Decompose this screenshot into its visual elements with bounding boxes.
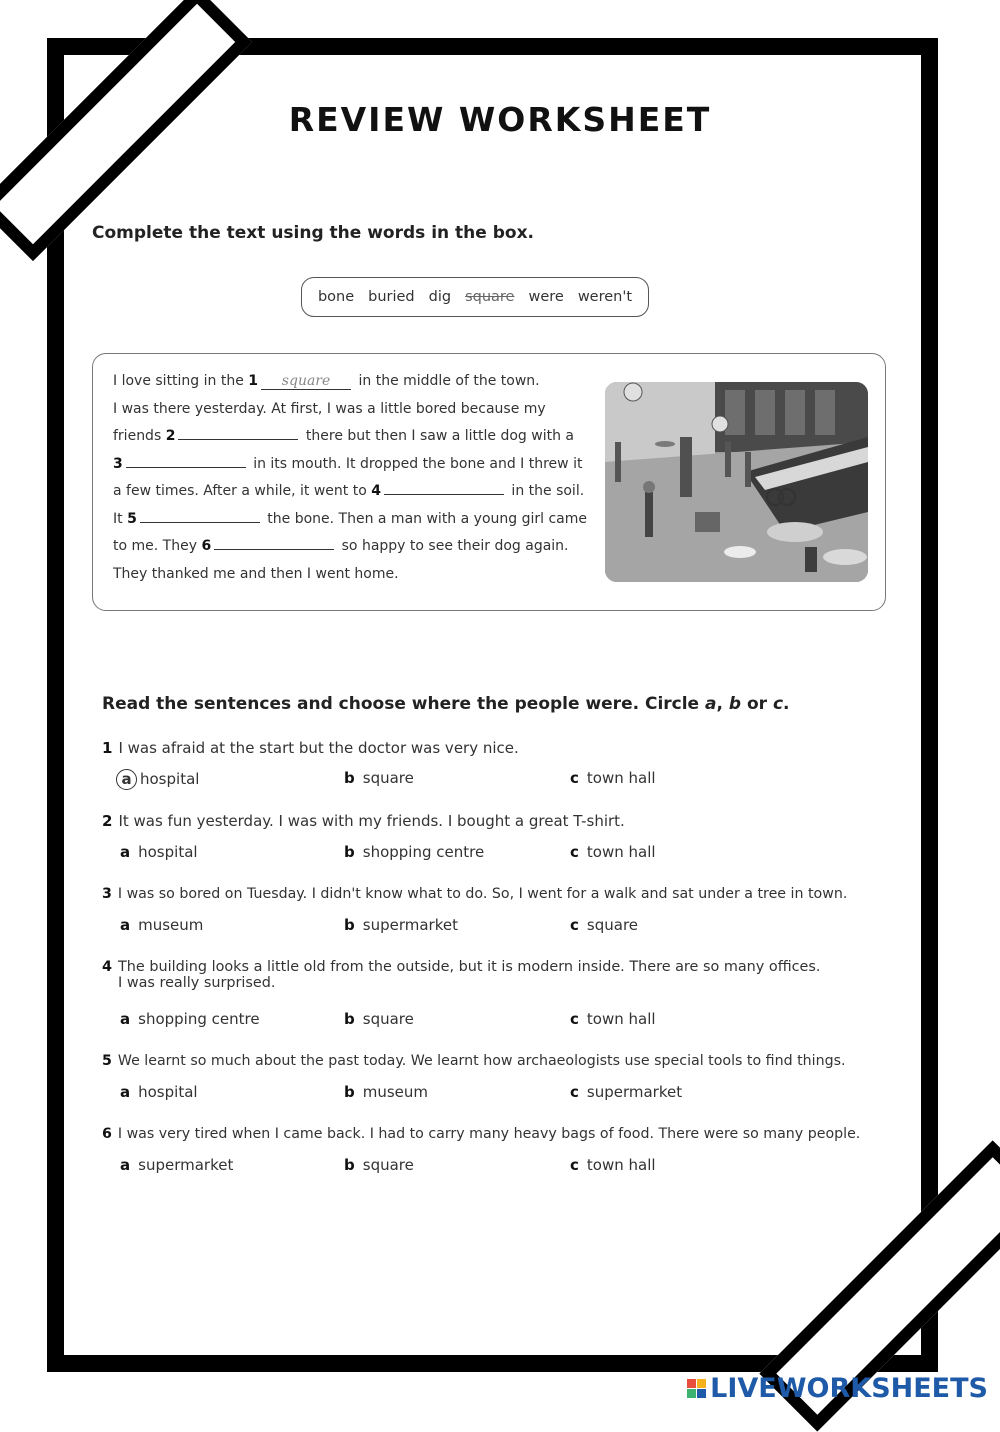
option-c[interactable]: c town hall xyxy=(570,769,656,787)
word-box-item: buried xyxy=(368,289,415,305)
story-line: to me. They 6 so happy to see their dog again. xyxy=(113,533,593,561)
gap-4-input[interactable] xyxy=(384,478,504,495)
option-a[interactable]: a hospital xyxy=(120,1083,198,1101)
story-line: I love sitting in the 1 square in the middle of the town. xyxy=(113,373,540,389)
word-box-item: dig xyxy=(428,289,452,305)
option-b[interactable]: b supermarket xyxy=(344,916,458,934)
story-line: It 5 the bone. Then a man with a young girl came xyxy=(113,506,593,534)
page-title: REVIEW WORKSHEET xyxy=(288,100,712,139)
story-line: I was there yesterday. At first, I was a little bored because my xyxy=(113,400,546,417)
option-b[interactable]: b square xyxy=(344,1010,414,1028)
liveworksheets-logo-text: LIVEWORKSHEETS xyxy=(710,1373,988,1404)
option-b[interactable]: b square xyxy=(344,1156,414,1174)
section1-instruction: Complete the text using the words in the box. xyxy=(92,223,534,243)
option-b[interactable]: b square xyxy=(344,769,414,787)
section2-instruction: Read the sentences and choose where the people were. Circle a, b or c. xyxy=(102,694,790,714)
option-c[interactable]: c town hall xyxy=(570,1010,656,1028)
option-c[interactable]: c square xyxy=(570,916,639,934)
word-box-item: bone xyxy=(317,289,355,305)
question-3: 3 I was so bored on Tuesday. I didn't know what to do. So, I went for a walk and sat under a tree in town. xyxy=(102,886,848,902)
story-text xyxy=(113,368,593,588)
story-line: 3 in its mouth. It dropped the bone and I threw it xyxy=(113,451,593,479)
gap-6-input[interactable] xyxy=(214,533,334,550)
question-6: 6 I was very tired when I came back. I had to carry many heavy bags of food. There were so many people. xyxy=(102,1126,861,1142)
town-square-illustration xyxy=(605,382,868,582)
question-2: 2 It was fun yesterday. I was with my friends. I bought a great T-shirt. xyxy=(102,812,625,830)
word-box-item: weren't xyxy=(577,289,633,305)
story-line: friends 2 there but then I saw a little dog with a xyxy=(113,423,593,451)
question-4: 4 The building looks a little old from the outside, but it is modern inside. There are so many offices. I was really surprised. xyxy=(102,959,821,991)
liveworksheets-logo-icon xyxy=(687,1379,706,1398)
gap-3-input[interactable] xyxy=(126,451,246,468)
option-c[interactable]: c town hall xyxy=(570,1156,656,1174)
word-box-item: were xyxy=(528,289,564,305)
question-1: 1 I was afraid at the start but the doctor was very nice. xyxy=(102,739,519,757)
answer-circle: a xyxy=(116,769,137,790)
story-line: They thanked me and then I went home. xyxy=(113,565,399,582)
story-box xyxy=(92,353,886,611)
option-a[interactable]: a museum xyxy=(120,916,204,934)
option-a[interactable]: a hospital xyxy=(120,769,199,790)
gap-1-example: square xyxy=(261,373,351,390)
option-c[interactable]: c supermarket xyxy=(570,1083,683,1101)
option-b[interactable]: b shopping centre xyxy=(344,843,485,861)
option-a[interactable]: a shopping centre xyxy=(120,1010,260,1028)
option-a[interactable]: a supermarket xyxy=(120,1156,234,1174)
gap-2-input[interactable] xyxy=(178,423,298,440)
option-b[interactable]: b museum xyxy=(344,1083,429,1101)
option-c[interactable]: c town hall xyxy=(570,843,656,861)
word-box-item-crossed: square xyxy=(465,289,515,305)
question-5: 5 We learnt so much about the past today. We learnt how archaeologists use special tools to find things. xyxy=(102,1053,846,1069)
word-box xyxy=(301,277,649,317)
liveworksheets-logo xyxy=(687,1373,988,1404)
story-line: a few times. After a while, it went to 4 in the soil. xyxy=(113,478,593,506)
option-a[interactable]: a hospital xyxy=(120,843,198,861)
gap-5-input[interactable] xyxy=(140,506,260,523)
